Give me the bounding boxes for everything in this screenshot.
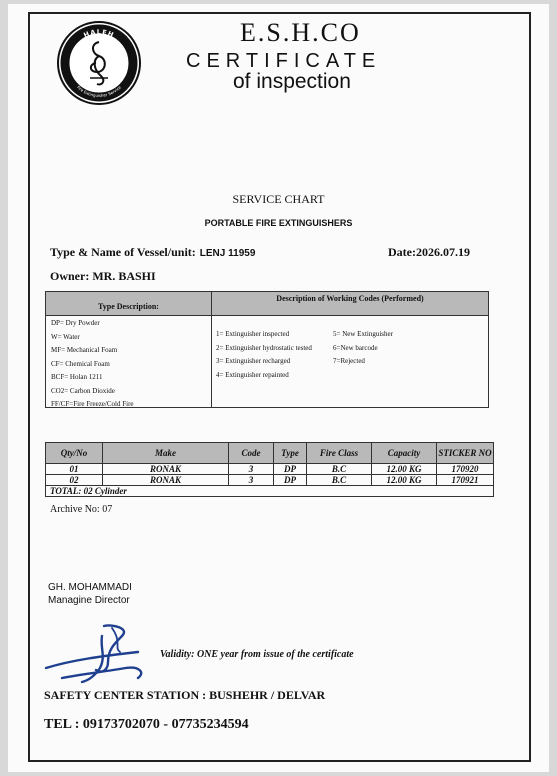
working-codes-left bbox=[216, 328, 312, 382]
code-item: 5= New Extinguisher bbox=[333, 330, 393, 338]
archive-number: Archive No: 07 bbox=[50, 504, 113, 515]
working-codes-header: Description of Working Codes (Performed) bbox=[276, 294, 424, 303]
cell-sticker: 170921 bbox=[437, 475, 494, 486]
table-header-row bbox=[46, 443, 494, 464]
certificate-subtitle: of inspection bbox=[233, 70, 351, 93]
total-cylinders: TOTAL: 02 Cylinder bbox=[46, 486, 494, 497]
col-qty: Qty/No bbox=[46, 443, 103, 464]
col-type: Type bbox=[274, 443, 307, 464]
logo-text-top: HALEH bbox=[82, 27, 116, 40]
cell-qty: 01 bbox=[46, 464, 103, 475]
cell-fire-class: B.C bbox=[307, 464, 372, 475]
cell-type: DP bbox=[274, 475, 307, 486]
codes-divider bbox=[211, 292, 212, 407]
code-item: 2= Extinguisher hydrostatic tested bbox=[216, 343, 312, 352]
type-item: MF= Mechanical Foam bbox=[51, 346, 118, 354]
col-sticker-no: STICKER NO bbox=[437, 443, 494, 464]
extinguisher-type-title: PORTABLE FIRE EXTINGUISHERS bbox=[204, 218, 353, 228]
working-codes-right bbox=[333, 328, 393, 369]
cell-sticker: 170920 bbox=[437, 464, 494, 475]
certificate-page bbox=[8, 4, 549, 772]
col-capacity: Capacity bbox=[372, 443, 437, 464]
signatory-name: GH. MOHAMMADI bbox=[48, 582, 132, 593]
type-item: DP= Dry Powder bbox=[51, 319, 100, 327]
cell-code: 3 bbox=[229, 475, 274, 486]
signatory-title: Managine Director bbox=[48, 595, 130, 606]
code-item: 6=New barcode bbox=[333, 343, 378, 352]
table-row bbox=[46, 464, 494, 475]
service-chart-title: SERVICE CHART bbox=[232, 192, 325, 206]
table-total-row bbox=[46, 486, 494, 497]
type-description-header: Type Description: bbox=[98, 302, 159, 311]
col-code: Code bbox=[229, 443, 274, 464]
type-item: BCF= Holan 1211 bbox=[51, 373, 103, 381]
cell-capacity: 12.00 KG bbox=[372, 475, 437, 486]
type-item: W= Water bbox=[51, 332, 80, 341]
type-item: CO2= Carbon Dioxide bbox=[51, 386, 115, 395]
company-name: E.S.H.CO bbox=[240, 18, 361, 47]
cell-qty: 02 bbox=[46, 475, 103, 486]
extinguisher-table bbox=[45, 442, 494, 497]
handwritten-signature bbox=[42, 622, 162, 692]
company-logo bbox=[56, 20, 142, 106]
code-item: 3= Extinguisher recharged bbox=[216, 357, 291, 365]
cell-capacity: 12.00 KG bbox=[372, 464, 437, 475]
code-item: 7=Rejected bbox=[333, 357, 365, 365]
logo-text-bottom: Fire Extinguisher Service bbox=[75, 84, 123, 99]
codes-box bbox=[45, 291, 489, 408]
telephone: TEL : 09173702070 - 07735234594 bbox=[44, 717, 249, 732]
code-item: 4= Extinguisher repainted bbox=[216, 370, 289, 379]
type-item: FF/CF=Fire Freeze/Cold Fire bbox=[51, 400, 134, 408]
cell-make: RONAK bbox=[103, 475, 229, 486]
cell-code: 3 bbox=[229, 464, 274, 475]
vessel-value: LENJ 11959 bbox=[199, 248, 256, 259]
owner-line: Owner: MR. BASHI bbox=[50, 269, 156, 283]
validity-note: Validity: ONE year from issue of the certificate bbox=[160, 649, 354, 660]
inspection-date: Date:2026.07.19 bbox=[388, 245, 470, 259]
certificate-title: CERTIFICATE bbox=[186, 50, 382, 72]
cell-make: RONAK bbox=[103, 464, 229, 475]
code-item: 1= Extinguisher inspected bbox=[216, 330, 290, 338]
type-item: CF= Chemical Foam bbox=[51, 359, 110, 368]
cell-fire-class: B.C bbox=[307, 475, 372, 486]
cell-type: DP bbox=[274, 464, 307, 475]
table-row bbox=[46, 475, 494, 486]
vessel-label: Type & Name of Vessel/unit: bbox=[50, 245, 196, 259]
station-address: SAFETY CENTER STATION : BUSHEHR / DELVAR bbox=[44, 688, 326, 702]
type-list bbox=[51, 317, 134, 412]
vessel-line bbox=[50, 245, 255, 260]
col-make: Make bbox=[103, 443, 229, 464]
col-fire-class: Fire Class bbox=[307, 443, 372, 464]
